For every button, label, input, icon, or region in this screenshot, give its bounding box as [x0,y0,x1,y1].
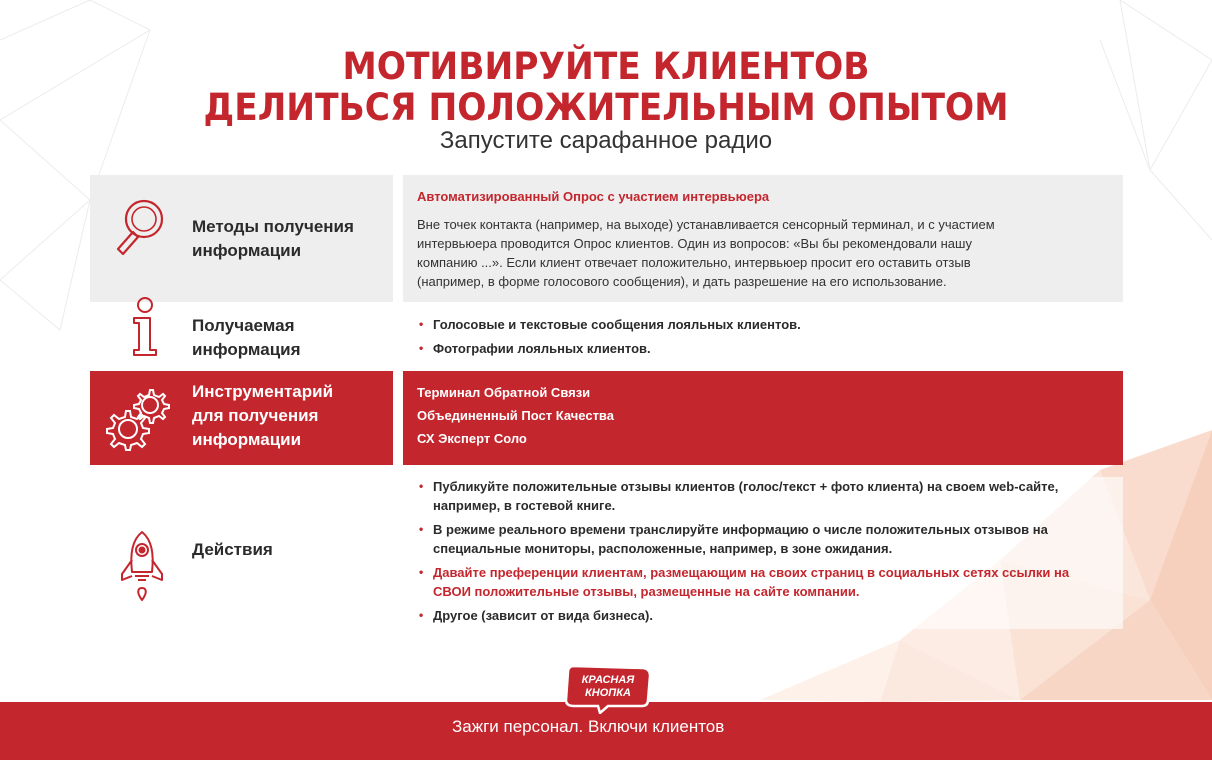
info-label-panel [90,302,393,370]
page-title [42,46,1169,128]
logo [560,664,656,714]
page-subtitle: Запустите сарафанное радио [439,127,773,154]
list-item: • Голосовые и текстовые сообщения лояльных клиентов. [417,315,1123,334]
info-icon [128,296,162,358]
actions-content-panel [403,477,1123,629]
actions-list [417,477,1109,625]
tool-item: Терминал Обратной Связи [417,385,591,400]
rocket-icon [118,530,166,604]
methods-content-panel [403,175,1123,302]
tools-content-panel [403,371,1123,465]
magnifier-icon [110,197,168,259]
footer-slogan: Зажги персонал. Включи клиентов [452,717,725,736]
actions-label: Действия [192,540,273,559]
info-content-panel [403,315,1123,365]
tools-label-panel [90,371,393,465]
tools-label: Инструментарий для получения информации [192,382,334,449]
methods-description: Вне точек контакта (например, на выходе) устанавливается сенсорный терминал, и с участием интервьюера проводится Опрос клиентов. Один из вопросов: «Вы бы рекомендовали нашу компанию ...». Если клиент отвечает положительно, интервьюер просит его оставить отзыв (например, в форме голосового сообщения), и дать разрешение на его использование. [417,217,995,289]
list-item-highlighted: • Давайте преференции клиентам, размещающим на своих страниц в социальных сетях ссылки на СВОИ положительные отзывы, размещенные на сайте компании. [417,563,1109,601]
actions-label-panel [90,470,393,630]
list-item: • Фотографии лояльных клиентов. [417,339,1123,358]
methods-heading: Автоматизированный Опрос с участием интервьюера [417,189,770,204]
methods-label: Методы получения информации [192,217,354,260]
logo-text-line-2: КНОПКА [585,687,631,699]
gears-icon [106,387,172,451]
info-list [417,315,1123,358]
list-item: • Другое (зависит от вида бизнеса). [417,606,1109,625]
info-label: Получаемая информация [192,316,301,359]
title-line-2: ДЕЛИТЬСЯ ПОЛОЖИТЕЛЬНЫМ ОПЫТОМ [203,86,1009,129]
methods-label-panel [90,175,393,302]
title-line-1: МОТИВИРУЙТЕ КЛИЕНТОВ [342,45,870,88]
tool-item: Объединенный Пост Качества [417,408,614,423]
tool-item: СХ Эксперт Соло [417,431,527,446]
list-item: • В режиме реального времени транслируйте информацию о числе положительных отзывов на специальные мониторы, расположенные, например, в зоне ожидания. [417,520,1109,558]
logo-text-line-1: КРАСНАЯ [581,674,635,686]
list-item: • Публикуйте положительные отзывы клиентов (голос/текст + фото клиента) на своем web-сайте, например, в гостевой книге. [417,477,1109,515]
